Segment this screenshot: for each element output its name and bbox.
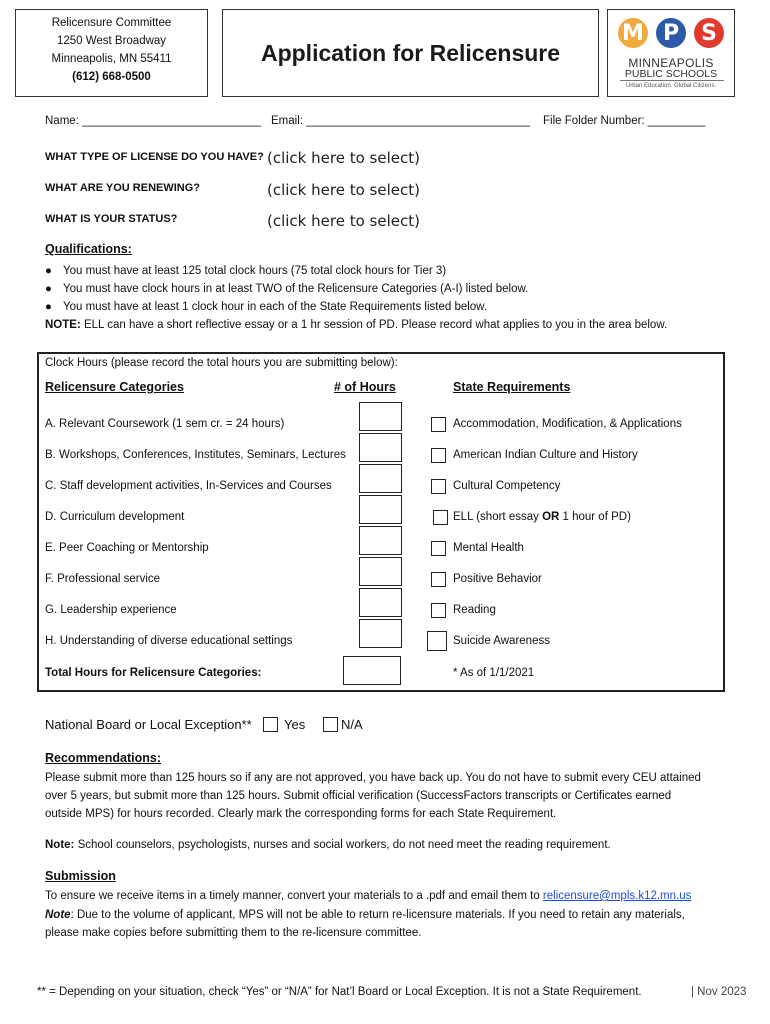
state-requirement-checkbox[interactable] <box>431 417 446 432</box>
total-hours-input[interactable] <box>343 656 401 685</box>
hours-input[interactable] <box>359 557 402 586</box>
address-line: Minneapolis, MN 55411 <box>51 53 172 65</box>
category-label: G. Leadership experience <box>45 604 177 616</box>
state-requirement-checkbox[interactable] <box>431 572 446 587</box>
renewing-label: WHAT ARE YOU RENEWING? <box>45 182 201 194</box>
recommendations-line: Please submit more than 125 hours so if any are not approved, you have back up. You do not have to submit every CEU attained <box>45 772 701 784</box>
recommendations-text <box>45 769 745 823</box>
renewing-select[interactable]: (click here to select) <box>267 181 420 199</box>
state-requirement-checkbox[interactable] <box>431 448 446 463</box>
hours-header: # of Hours <box>334 380 396 394</box>
logo-m-icon: M <box>618 18 648 48</box>
recommendations-line: over 5 years, but submit more than 125 hours. Submit official verification (SuccessFactors transcripts or Certificates earned <box>45 790 672 802</box>
state-requirement-label: Suicide Awareness <box>453 635 550 647</box>
name-field[interactable]: Name: ____________________________ <box>45 115 262 127</box>
state-requirement-checkbox[interactable] <box>433 510 448 525</box>
submission-heading: Submission <box>45 869 116 883</box>
hours-input[interactable] <box>359 402 402 431</box>
category-label: A. Relevant Coursework (1 sem cr. = 24 hours) <box>45 418 285 430</box>
state-requirement-label: Reading <box>453 604 496 616</box>
submission-note: Note: Due to the volume of applicant, MPS will not be able to return re-licensure materials. If you need to retain any materials, please make copies before submitting them to the re-licensure committee. <box>45 909 685 939</box>
na-checkbox[interactable] <box>323 717 338 732</box>
state-requirement-label: Accommodation, Modification, & Applications <box>453 418 682 430</box>
address-line: 1250 West Broadway <box>56 35 167 47</box>
qualifications-heading: Qualifications: <box>45 242 132 256</box>
hours-input[interactable] <box>359 588 402 617</box>
recommendations-line: outside MPS) for hours recorded. Clearly mark the corresponding forms for each State Requirement. <box>45 808 557 820</box>
recommendations-heading: Recommendations: <box>45 751 161 765</box>
license-type-label: WHAT TYPE OF LICENSE DO YOU HAVE? <box>45 151 264 163</box>
address-block <box>15 9 208 97</box>
list-item: ● You must have at least 1 clock hour in each of the State Requirements listed below. <box>45 301 488 313</box>
address-line: (612) 668-0500 <box>72 71 151 83</box>
state-requirement-label: American Indian Culture and History <box>453 449 638 461</box>
state-req-header: State Requirements <box>453 380 571 394</box>
hours-input[interactable] <box>359 619 402 648</box>
list-item: ● You must have at least 125 total clock hours (75 total clock hours for Tier 3) <box>45 265 447 277</box>
address-line: Relicensure Committee <box>51 17 172 29</box>
state-requirement-label: Mental Health <box>453 542 524 554</box>
yes-label: Yes <box>284 717 306 732</box>
as-of-date: * As of 1/1/2021 <box>453 667 535 679</box>
categories-header: Relicensure Categories <box>45 380 184 394</box>
category-label: C. Staff development activities, In-Services and Courses <box>45 480 332 492</box>
qualifications-list <box>45 262 667 334</box>
logo-name-2: PUBLIC SCHOOLS <box>624 68 718 80</box>
status-select[interactable]: (click here to select) <box>267 212 420 230</box>
footer-note: ** = Depending on your situation, check “Yes” or “N/A” for Nat’l Board or Local Exception. It is not a State Requirement. <box>37 986 642 998</box>
category-label: E. Peer Coaching or Mentorship <box>45 542 209 554</box>
hours-input[interactable] <box>359 464 402 493</box>
logo-s-icon: S <box>694 18 724 48</box>
hours-input[interactable] <box>359 495 402 524</box>
clock-hours-intro: Clock Hours (please record the total hours you are submitting below): <box>45 357 398 369</box>
state-requirement-checkbox[interactable] <box>431 479 446 494</box>
na-label: N/A <box>341 717 363 732</box>
logo-p-icon: P <box>656 18 686 48</box>
state-requirement-label: ELL (short essay OR 1 hour of PD) <box>453 511 631 523</box>
national-board-label: National Board or Local Exception** <box>45 717 252 732</box>
category-label: D. Curriculum development <box>45 511 185 523</box>
hours-input[interactable] <box>359 433 402 462</box>
category-label: H. Understanding of diverse educational settings <box>45 635 293 647</box>
submission-email-link[interactable]: relicensure@mpls.k12.mn.us <box>542 890 692 902</box>
logo-name-1: MINNEAPOLIS <box>628 56 714 70</box>
category-label: B. Workshops, Conferences, Institutes, Seminars, Lectures <box>45 449 346 461</box>
state-requirement-checkbox[interactable] <box>427 631 447 651</box>
hours-input[interactable] <box>359 526 402 555</box>
license-type-select[interactable]: (click here to select) <box>267 149 420 167</box>
logo-tagline: Urban Education. Global Citizens. <box>625 83 717 89</box>
state-requirement-checkbox[interactable] <box>431 603 446 618</box>
list-item: ● You must have clock hours in at least TWO of the Relicensure Categories (A-I) listed below. <box>45 283 529 295</box>
recommendations-note: Note: School counselors, psychologists, nurses and social workers, do not need meet the reading requirement. <box>45 839 611 851</box>
footer-date: | Nov 2023 <box>691 986 747 998</box>
yes-checkbox[interactable] <box>263 717 278 732</box>
state-requirement-checkbox[interactable] <box>431 541 446 556</box>
status-label: WHAT IS YOUR STATUS? <box>45 213 178 225</box>
state-requirement-label: Positive Behavior <box>453 573 542 585</box>
email-field[interactable]: Email: ___________________________________ <box>271 115 530 127</box>
file-folder-field[interactable]: File Folder Number: _________ <box>543 115 706 127</box>
category-label: F. Professional service <box>45 573 161 585</box>
mps-logo <box>607 9 735 97</box>
total-hours-label: Total Hours for Relicensure Categories: <box>45 667 262 679</box>
qualifications-note: NOTE: ELL can have a short reflective essay or a 1 hr session of PD. Please record what applies to you in the area below. <box>45 319 668 331</box>
state-requirement-label: Cultural Competency <box>453 480 561 492</box>
page-title: Application for Relicensure <box>222 9 599 97</box>
submission-line: To ensure we receive items in a timely manner, convert your materials to a .pdf and email them to relicensure@mpls.k12.mn.us <box>45 890 692 902</box>
